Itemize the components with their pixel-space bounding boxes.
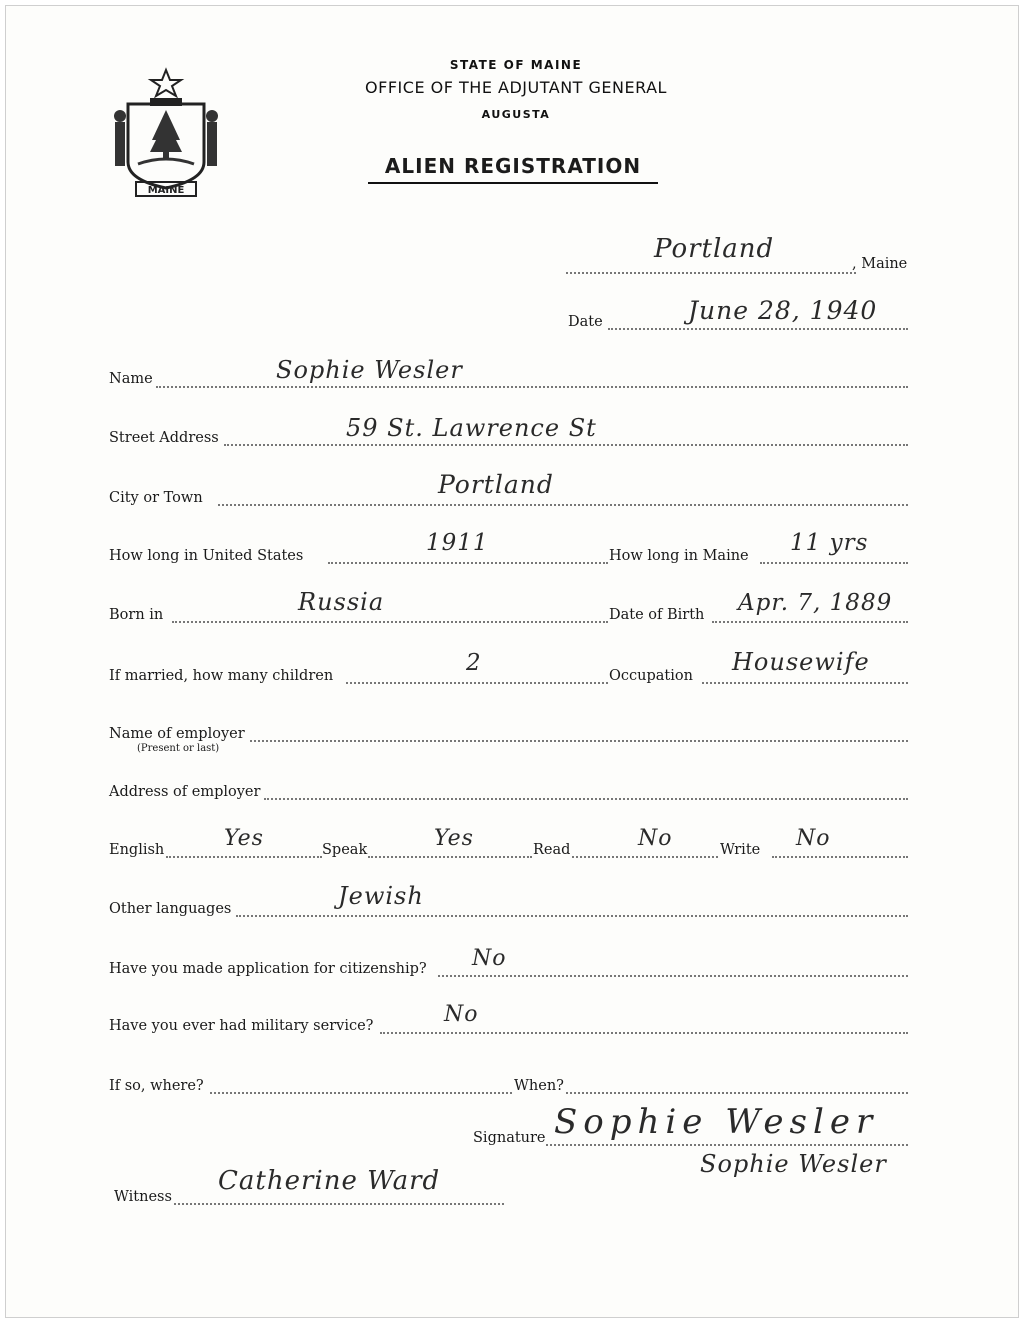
signature-note: Sophie Wesler [700, 1150, 887, 1178]
children-label: If married, how many children [109, 668, 334, 684]
header-state: STATE OF MAINE [449, 58, 583, 72]
street-address-line [224, 444, 908, 446]
date-of-birth-line [712, 621, 908, 623]
signature-line [546, 1144, 908, 1146]
date-line [608, 328, 908, 330]
present-or-last-label: (Present or last) [137, 743, 220, 754]
children-line [346, 682, 608, 684]
how-long-us-line [328, 562, 608, 564]
military-line [380, 1032, 908, 1034]
english-label: English [109, 842, 165, 858]
header-office: OFFICE OF THE ADJUTANT GENERAL [365, 78, 667, 97]
speak-line [368, 856, 532, 858]
date-of-birth-label: Date of Birth [609, 607, 705, 623]
street-address-label: Street Address [109, 430, 219, 446]
address-of-employer-label: Address of employer [109, 784, 261, 800]
english-line [166, 856, 322, 858]
how-long-maine-value: 11 yrs [790, 530, 869, 556]
place-line [566, 272, 856, 274]
if-so-where-label: If so, where? [109, 1078, 204, 1094]
occupation-label: Occupation [609, 668, 693, 684]
occupation-value: Housewife [732, 648, 870, 676]
city-label: City or Town [109, 490, 203, 506]
form-title: ALIEN REGISTRATION [368, 154, 658, 184]
city-line [218, 504, 908, 506]
children-value: 2 [466, 650, 482, 676]
when-line [566, 1092, 908, 1094]
military-label: Have you ever had military service? [109, 1018, 374, 1034]
date-of-birth-value: Apr. 7, 1889 [738, 590, 893, 616]
signature-label: Signature [473, 1130, 546, 1146]
how-long-maine-label: How long in Maine [609, 548, 749, 564]
city-value: Portland [438, 470, 554, 499]
svg-text:MAINE: MAINE [147, 185, 185, 196]
witness-value: Catherine Ward [218, 1166, 441, 1196]
other-languages-line [236, 915, 908, 917]
registration-form [5, 5, 1019, 1318]
signature-value: Sophie Wesler [554, 1102, 879, 1142]
write-line [772, 856, 908, 858]
if-so-where-line [210, 1092, 512, 1094]
how-long-us-value: 1911 [426, 530, 489, 556]
header-city: AUGUSTA [481, 108, 551, 121]
name-line [156, 386, 908, 388]
speak-value: Yes [434, 826, 474, 851]
witness-label: Witness [114, 1189, 172, 1205]
street-address-value: 59 St. Lawrence St [346, 414, 597, 442]
english-value: Yes [224, 826, 264, 851]
speak-label: Speak [322, 842, 368, 858]
other-languages-label: Other languages [109, 901, 232, 917]
how-long-maine-line [760, 562, 908, 564]
date-value: June 28, 1940 [688, 296, 878, 325]
name-value: Sophie Wesler [276, 356, 463, 384]
other-languages-value: Jewish [338, 882, 424, 910]
born-in-label: Born in [109, 607, 164, 623]
citizenship-label: Have you made application for citizenship? [109, 961, 427, 977]
read-value: No [638, 826, 673, 851]
maine-label: , Maine [852, 256, 908, 272]
write-label: Write [720, 842, 761, 858]
born-in-line [172, 621, 608, 623]
occupation-line [702, 682, 908, 684]
read-label: Read [533, 842, 571, 858]
maine-state-seal-icon [106, 64, 226, 204]
address-of-employer-line [264, 798, 908, 800]
witness-line [174, 1203, 504, 1205]
name-of-employer-label: Name of employer [109, 726, 245, 742]
place-value: Portland [654, 234, 775, 264]
citizenship-line [438, 975, 908, 977]
born-in-value: Russia [298, 588, 385, 616]
date-label: Date [568, 314, 603, 330]
name-of-employer-line [250, 740, 908, 742]
read-line [572, 856, 718, 858]
military-value: No [444, 1002, 479, 1027]
name-label: Name [109, 371, 153, 387]
when-label: When? [514, 1078, 564, 1094]
citizenship-value: No [472, 946, 507, 971]
how-long-us-label: How long in United States [109, 548, 304, 564]
write-value: No [796, 826, 831, 851]
